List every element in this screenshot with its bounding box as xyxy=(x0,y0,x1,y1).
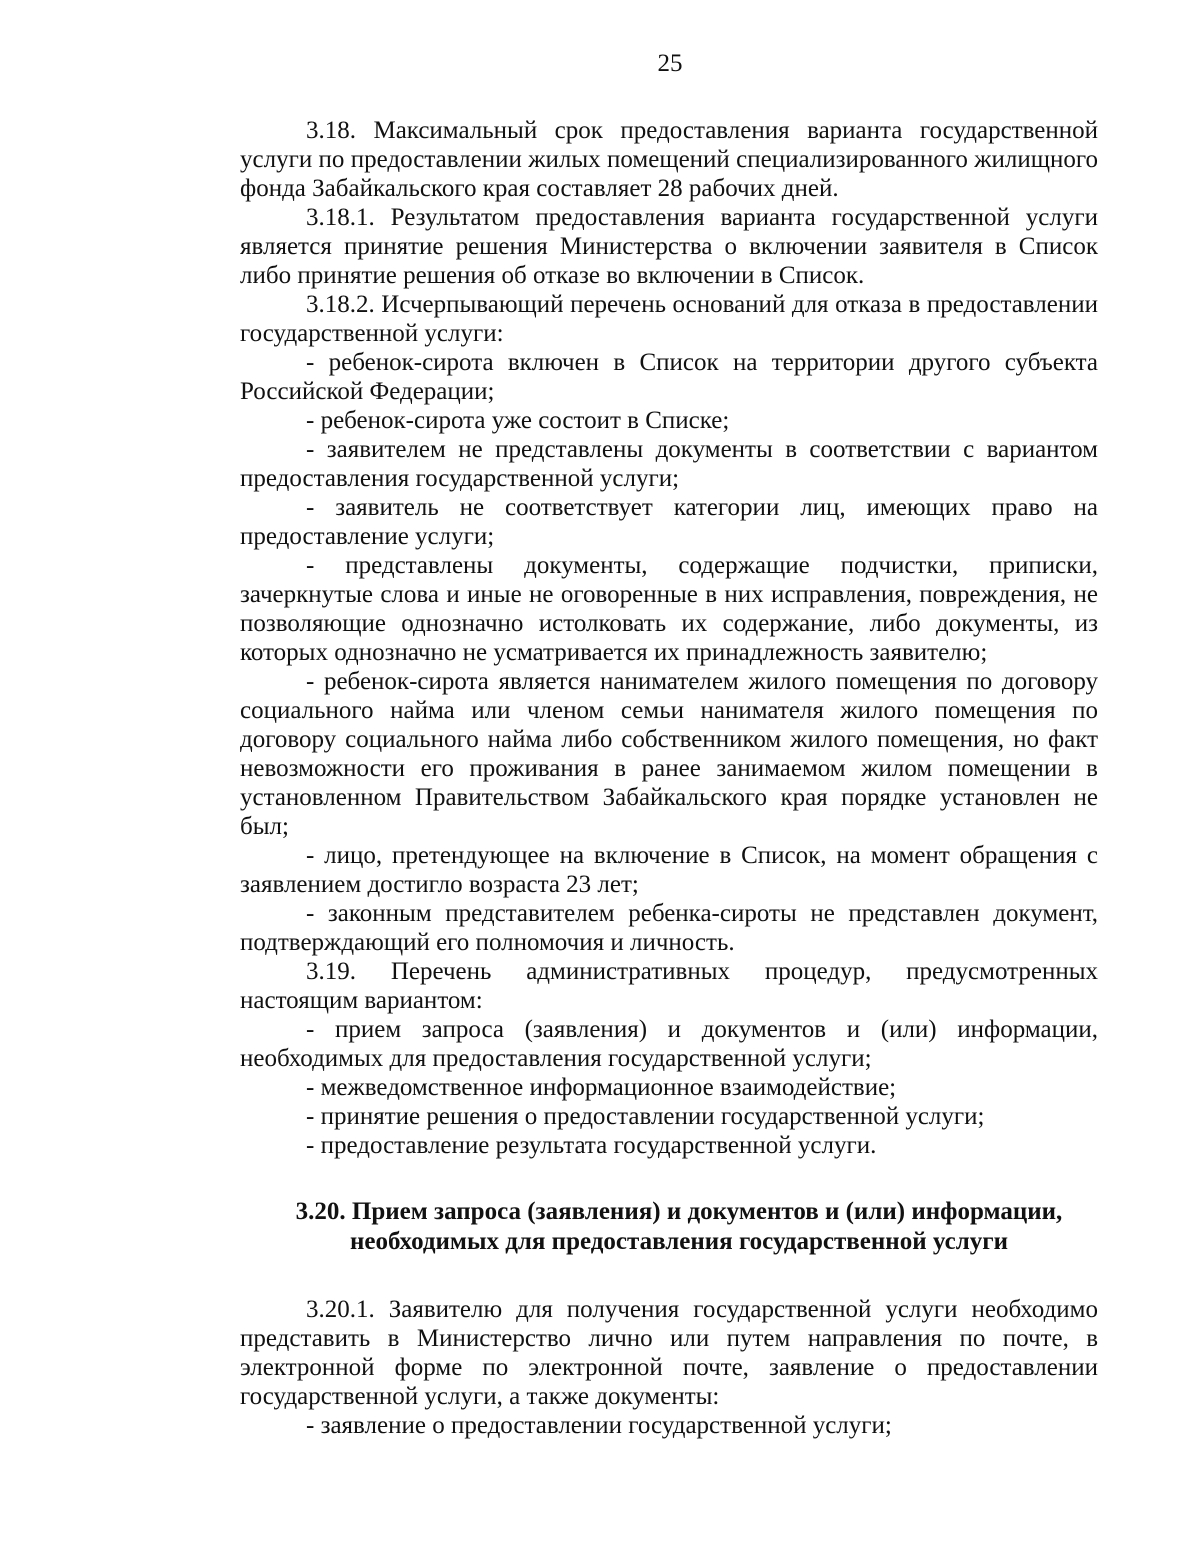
paragraph-3-18: 3.18. Максимальный срок предоставления варианта государственной услуги по предоставлении жилых помещений специализированного жилищного фонда Забайкальского края составляет 28 рабочих дней. xyxy=(240,117,1098,202)
paragraph-3-18-2: 3.18.2. Исчерпывающий перечень оснований для отказа в предоставлении государственной услуги: xyxy=(240,291,1098,347)
paragraph-3-19: 3.19. Перечень административных процедур, предусмотренных настоящим вариантом: xyxy=(240,958,1098,1014)
list-item: - межведомственное информационное взаимодействие; xyxy=(306,1074,897,1101)
list-item: - представлены документы, содержащие подчистки, приписки, зачеркнутые слова и иные не оговоренные в них исправления, повреждения, не позволяющие однозначно истолковать их содержание, либо документы, из которых однозначно не усматривается их принадлежность заявителю; xyxy=(240,552,1098,666)
list-item: - ребенок-сирота является нанимателем жилого помещения по договору социального найма или членом семьи нанимателя жилого помещения по договору социального найма либо собственником жилого помещения, но факт невозможности его проживания в ранее занимаемом жилом помещении в установленном Правительством Забайкальского края порядке установлен не был; xyxy=(240,668,1098,840)
list-item: - предоставление результата государственной услуги. xyxy=(306,1132,877,1159)
list-item: - принятие решения о предоставлении государственной услуги; xyxy=(306,1103,985,1130)
list-item: - ребенок-сирота уже состоит в Списке; xyxy=(306,407,730,434)
list-item: - заявителем не представлены документы в соответствии с вариантом предоставления государственной услуги; xyxy=(240,436,1098,492)
page-number: 25 xyxy=(657,50,683,77)
heading-line: 3.20. Прием запроса (заявления) и документов и (или) информации, xyxy=(295,1198,1063,1225)
list-item: - заявление о предоставлении государственной услуги; xyxy=(306,1412,892,1439)
list-item: - лицо, претендующее на включение в Список, на момент обращения с заявлением достигло возраста 23 лет; xyxy=(240,842,1098,898)
paragraph-3-20-1: 3.20.1. Заявителю для получения государственной услуги необходимо представить в Министерство лично или путем направления по почте, в электронной форме по электронной почте, заявление о предоставлении государственной услуги, а также документы: xyxy=(240,1296,1098,1410)
list-item: - законным представителем ребенка-сироты не представлен документ, подтверждающий его полномочия и личность. xyxy=(240,900,1098,956)
list-item: - прием запроса (заявления) и документов и (или) информации, необходимых для предоставления государственной услуги; xyxy=(240,1016,1098,1072)
list-item: - ребенок-сирота включен в Список на территории другого субъекта Российской Федерации; xyxy=(240,349,1098,405)
section-heading-3-20 xyxy=(240,1197,1098,1257)
document-body xyxy=(240,116,1098,1440)
heading-line: необходимых для предоставления государственной услуги xyxy=(350,1228,1008,1255)
paragraph-3-18-1: 3.18.1. Результатом предоставления варианта государственной услуги является принятие решения Министерства о включении заявителя в Список либо принятие решения об отказе во включении в Список. xyxy=(240,204,1098,289)
list-item: - заявитель не соответствует категории лиц, имеющих право на предоставление услуги; xyxy=(240,494,1098,550)
